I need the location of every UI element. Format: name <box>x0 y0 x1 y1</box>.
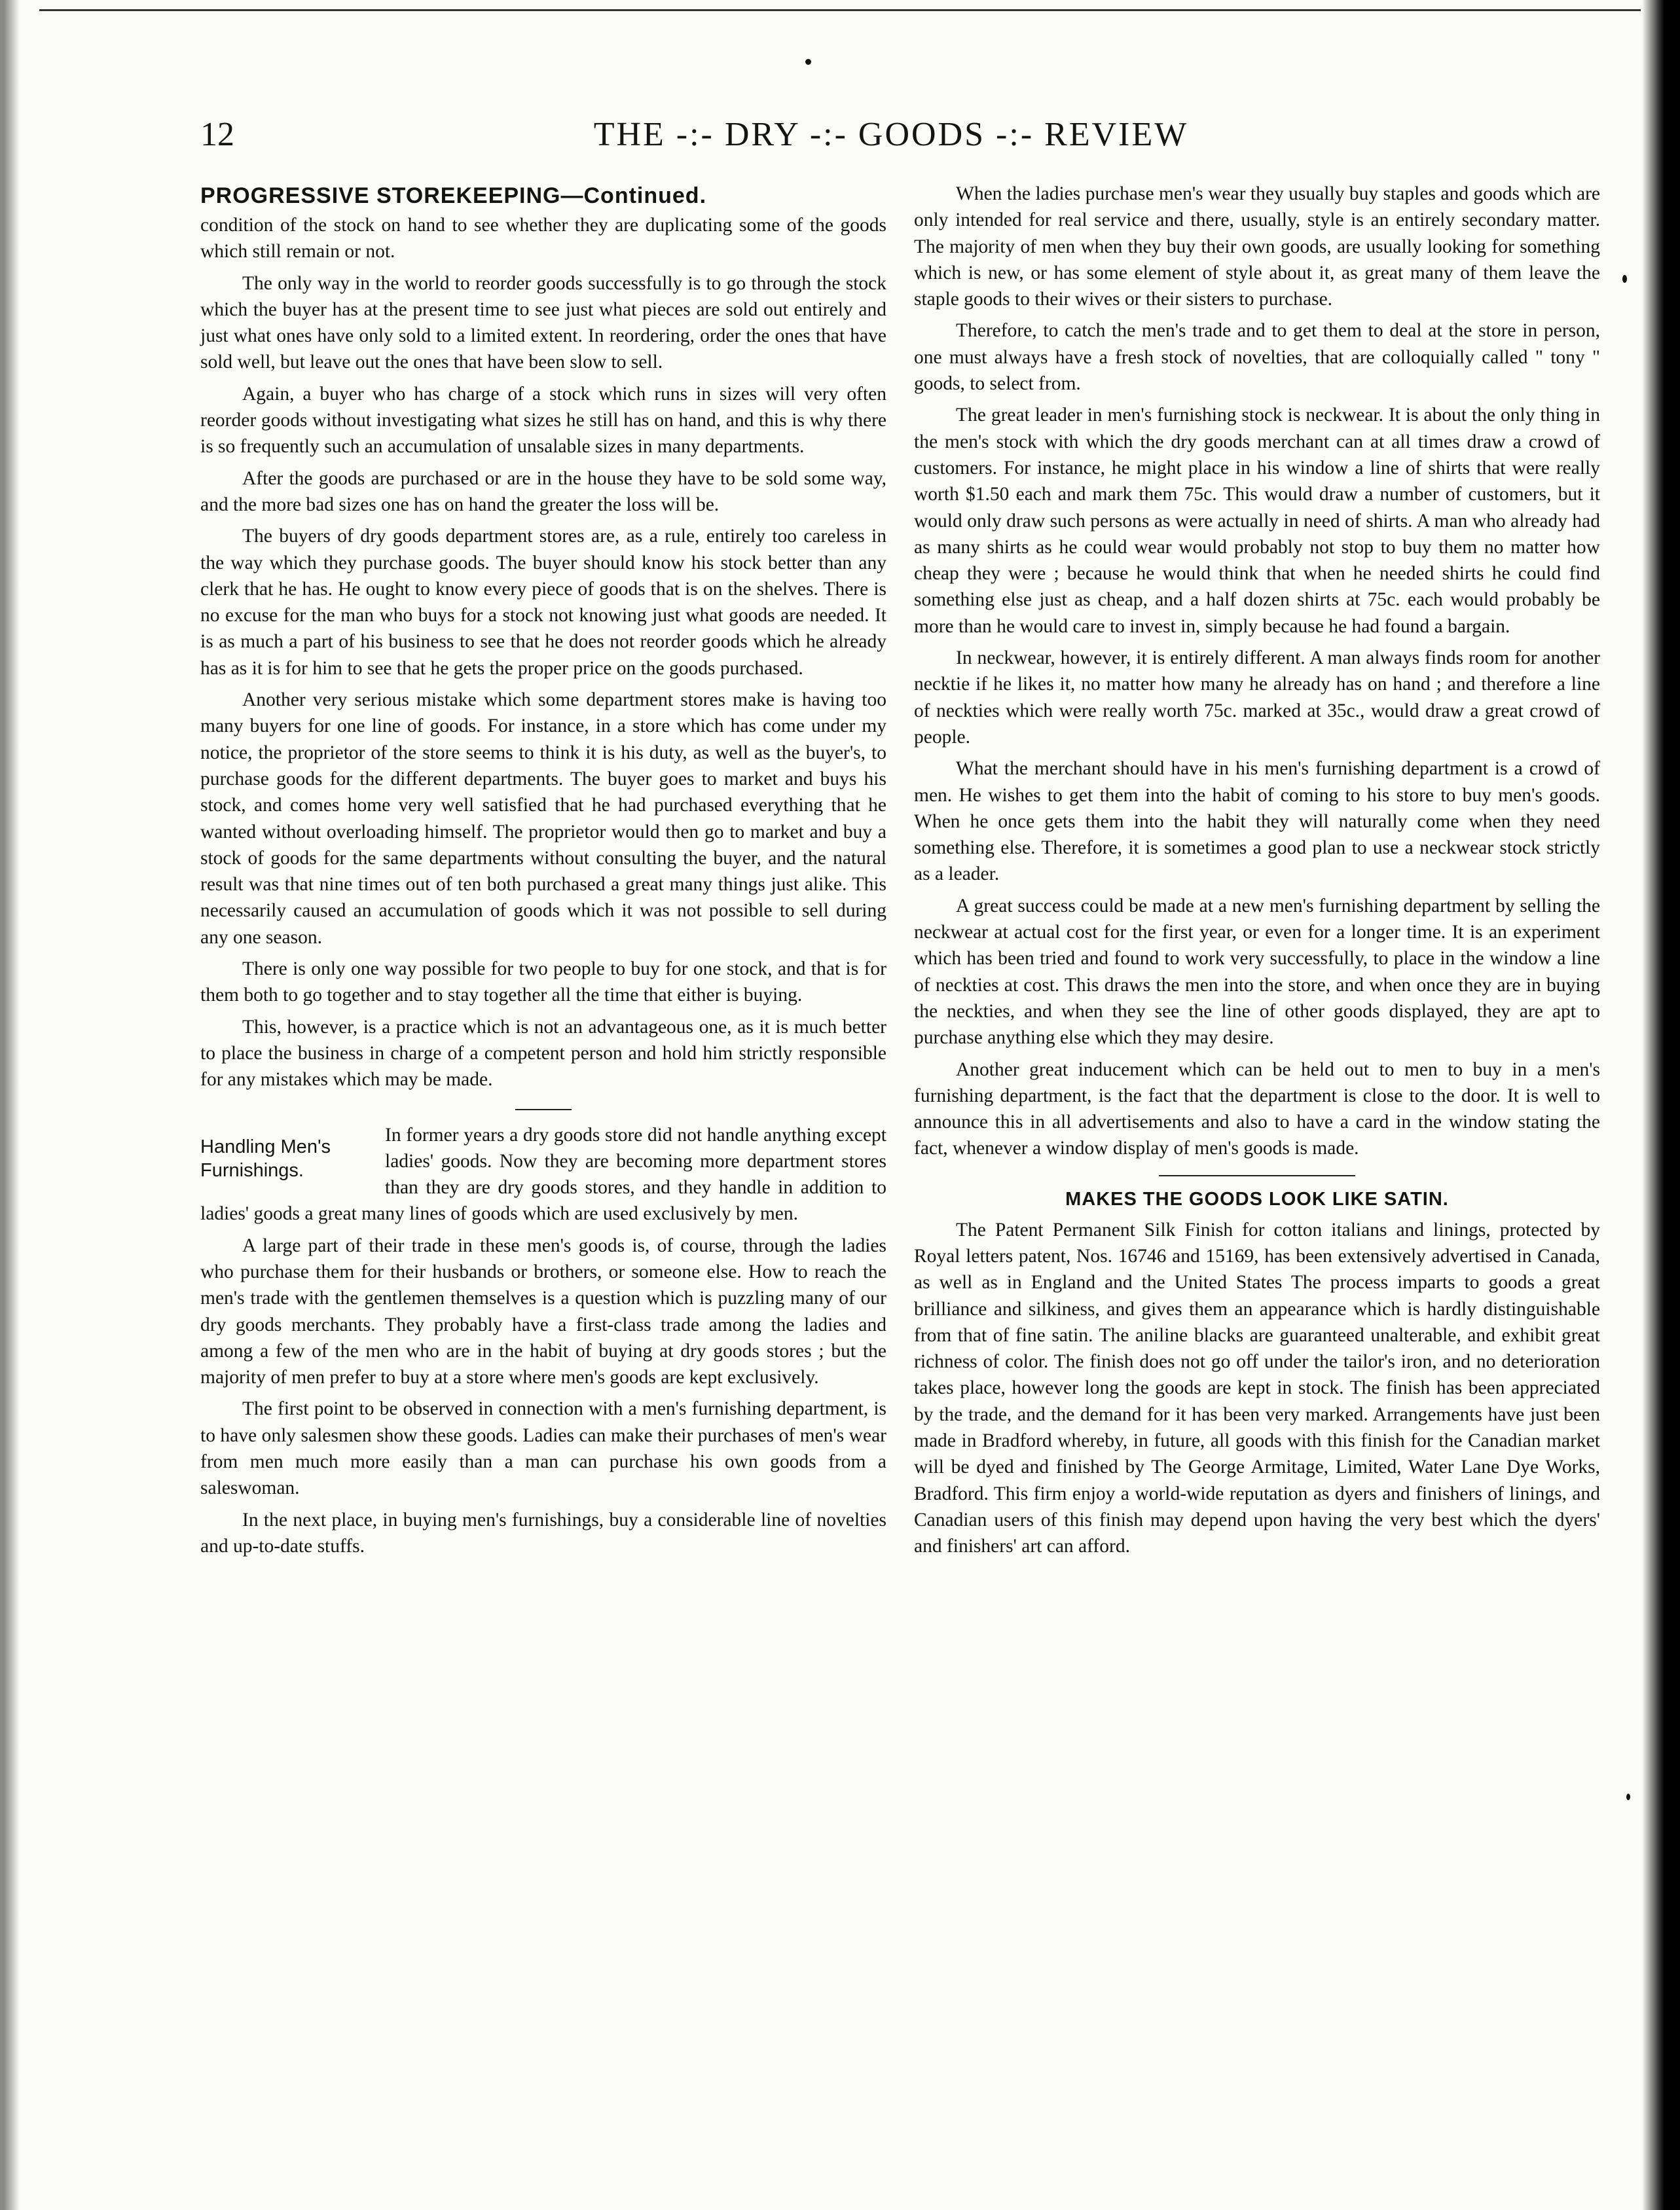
section-heading: PROGRESSIVE STOREKEEPING—Continued. <box>200 183 707 208</box>
paragraph: The Patent Permanent Silk Finish for cotton italians and linings, protected by Royal letters patent, Nos. 16746 and 15169, has been extensively advertised in Canada, as well as in England and the United States The process imparts to goods a great brilliance and silkiness, and gives them an appearance which is hardly distinguishable from that of fine satin. The aniline blacks are guaranteed unalterable, and exhibit great richness of color. The finish does not go off under the tailor's iron, and no deterioration takes place, however long the goods are kept in stock. The finish has been appreciated by the trade, and the demand for it has been very marked. Arrangements have just been made in Bradford whereby, in future, all goods with this finish for the Canadian market will be dyed and finished by The George Armitage, Limited, Water Lane Dye Works, Bradford. This firm enjoy a world-wide reputation as dyers and finishers of linings, and Canadian users of this finish may depend upon having the very best which the dyers' and finishers' art can afford. <box>914 1219 1600 1557</box>
paragraph: In former years a dry goods store did not handle anything except ladies' goods. Now they are becoming more department stores than they are dry goods stores, and they handle in addition to ladies' goods a great many lines of goods which are used exclusively by men. <box>200 1124 886 1225</box>
paragraph: Therefore, to catch the men's trade and to get them to deal at the store in person, one must always have a fresh stock of novelties, that are colloquially called " tony " goods, to select from. <box>914 320 1600 395</box>
paragraph: The buyers of dry goods department stores are, as a rule, entirely too careless in the way which they purchase goods. The buyer should know his stock better than any clerk that he has. He ought to know every piece of goods that is on the shelves. There is no excuse for the man who buys for a stock not knowing just what goods are needed. It is as much a part of his business to see that he does not reorder goods which he already has as it is for him to see that he gets the proper price on the goods purchased. <box>200 526 886 679</box>
scan-top-line <box>39 9 1641 11</box>
paragraph: Another great inducement which can be held out to men to buy in a men's furnishing department, is the fact that the department is close to the door. It is well to announce this in all advertisements and also to have a card in the window stating the fact, whenever a window display of men's goods is made. <box>914 1059 1600 1159</box>
right-column <box>914 181 1600 1565</box>
left-column <box>200 181 886 1565</box>
page-number: 12 <box>200 116 234 153</box>
scan-speck <box>1626 1794 1630 1800</box>
sub-heading: MAKES THE GOODS LOOK LIKE SATIN. <box>1065 1188 1449 1210</box>
paragraph: Another very serious mistake which some department stores make is having too many buyers for one line of goods. For instance, in a store which has come under my notice, the proprietor of the store seems to think it is his duty, as well as the buyer's, to purchase goods for the different departments. The buyer goes to market and buys his stock, and comes home very well satisfied that he had purchased everything that he wanted without overloading himself. The proprietor would then go to market and buy a stock of goods for the same departments without consulting the buyer, and the natural result was that nine times out of ten both purchased a great many things just alike. This necessarily caused an accumulation of goods which it was not possible to sell during any one season. <box>200 689 886 948</box>
paragraph: The only way in the world to reorder goods successfully is to go through the stock which the buyer has at the present time to see just what pieces are sold out entirely and just what ones have only sold to a limited extent. In reordering, order the ones that have sold well, but leave out the ones that have been slow to sell. <box>200 272 886 373</box>
paragraph: What the merchant should have in his men's furnishing department is a crowd of men. He wishes to get them into the habit of coming to his store to buy men's goods. When he once gets them into the habit they will naturally come when they need something else. Therefore, it is sometimes a good plan to use a neckwear stock strictly as a leader. <box>914 758 1600 885</box>
paragraph: Again, a buyer who has charge of a stock which runs in sizes will very often reorder goods without investigating what sizes he still has on hand, and this is why there is so frequently such an accumulation of unsalable sizes in many departments. <box>200 383 886 458</box>
paragraph: A large part of their trade in these men's goods is, of course, through the ladies who purchase them for their husbands or brothers, or someone else. How to reach the men's trade with the gentlemen themselves is a question which is puzzling many of our dry goods merchants. They probably have a first-class trade among the ladies and among a few of the men who are in the habit of buying at dry goods stores ; but the majority of men prefer to buy at a store where men's goods are kept exclusively. <box>200 1235 886 1388</box>
paragraph: In the next place, in buying men's furnishings, buy a considerable line of novelties and up-to-date stuffs. <box>200 1509 886 1557</box>
scan-edge-left <box>0 0 30 2210</box>
paragraph: There is only one way possible for two people to buy for one stock, and that is for them both to go together and to stay together all the time that either is buying. <box>200 958 886 1006</box>
scan-speck <box>805 59 811 65</box>
scan-speck <box>1622 275 1627 283</box>
page-header <box>200 115 1582 165</box>
paragraph: condition of the stock on hand to see whether they are duplicating some of the goods which still remain or not. <box>200 215 886 263</box>
running-title: THE -:- DRY -:- GOODS -:- REVIEW <box>593 116 1189 153</box>
paragraph: This, however, is a practice which is not an advantageous one, as it is much better to place the business in charge of a competent person and hold him strictly responsible for any mistakes which may be made. <box>200 1016 886 1091</box>
paragraph: A great success could be made at a new men's furnishing department by selling the neckwear at actual cost for the first year, or even for a longer time. It is an experiment which has been tried and found to work very successfully, to place in the window a line of neckties at cost. This draws the men into the store, and when once they are in buying the neckties, and when they see the line of other goods displayed, they are apt to purchase anything else which they may desire. <box>914 895 1600 1049</box>
paragraph: After the goods are purchased or are in the house they have to be sold some way, and the more bad sizes one has on hand the greater the loss will be. <box>200 467 886 515</box>
paragraph: The first point to be observed in connection with a men's furnishing department, is to have only salesmen show these goods. Ladies can make their purchases of men's wear from men much more easily than a man can purchase his own goods from a saleswoman. <box>200 1398 886 1499</box>
section-divider <box>515 1109 572 1110</box>
side-heading: Handling Men's Furnishings. <box>200 1136 331 1181</box>
scan-edge-right <box>1642 0 1680 2210</box>
paragraph: When the ladies purchase men's wear they usually buy staples and goods which are only intended for real service and there, usually, style is an entirely secondary matter. The majority of men when they buy their own goods, are usually looking for something which is new, or has some element of style about it, as great many of them leave the staple goods to their wives or their sisters to purchase. <box>914 183 1600 310</box>
section-divider <box>1159 1175 1355 1176</box>
paragraph: The great leader in men's furnishing stock is neckwear. It is about the only thing in the men's stock with which the dry goods merchant can at all times draw a crowd of customers. For instance, he might place in his window a line of shirts that were really worth $1.50 each and mark them 75c. This would draw a number of customers, but it would only draw such persons as were actually in need of shirts. A man who already had as many shirts as he could wear would probably not stop to buy them no matter how cheap they were ; because he would think that when he needed shirts he could find something else just as cheap, and a half dozen shirts at 75c. each would probably be more than he would care to invest in, simply because he had found a bargain. <box>914 405 1600 637</box>
paragraph: In neckwear, however, it is entirely different. A man always finds room for another necktie if he likes it, no matter how many he already has on hand ; and therefore a line of neckties which were really worth 75c. marked at 35c., would draw a great crowd of people. <box>914 647 1600 748</box>
